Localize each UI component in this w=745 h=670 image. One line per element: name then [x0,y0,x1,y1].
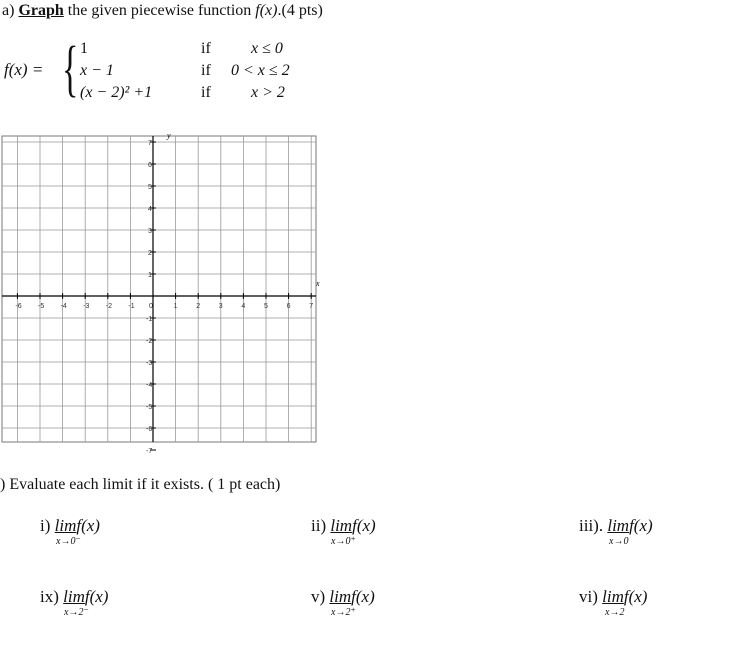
case-2-expr: x − 1 [80,62,114,79]
limit-function: f(x) [623,587,648,606]
limit-item-1 [40,516,100,547]
lim-word: lim [63,587,85,606]
lim-word: lim [602,587,624,606]
x-tick-label: -4 [60,303,67,310]
lim-word: lim [329,587,352,606]
y-tick-label: -2 [146,338,153,345]
case-3-if: if [201,84,211,101]
part-a-heading [2,2,323,20]
x-tick-label: -1 [128,303,135,310]
part-b-heading: ) Evaluate each limit if it exists. ( 1 pt each) [0,476,281,493]
limit-item-5 [311,587,375,618]
x-axis-label: x [316,279,320,288]
x-tick-label: -6 [15,303,22,310]
function-lhs: f(x) = [4,60,44,79]
limit-subscript: x→0 [609,536,629,547]
part-a-rest: the given piecewise function [67,2,252,19]
y-tick-label: 1 [148,272,152,279]
y-tick-label: 6 [148,162,152,169]
y-tick-label: 5 [148,184,152,191]
limit-label: v) [311,587,326,606]
limit-subscript: x→0⁻ [56,536,81,547]
x-tick-label: 2 [196,303,201,310]
limit-function: f(x) [351,587,375,606]
y-tick-label: 3 [148,228,152,235]
limit-subscript: x→0⁺ [331,536,356,547]
limit-subscript: x→2⁻ [64,607,89,618]
limit-function: f(x) [352,516,376,535]
y-tick-label: 2 [148,250,152,257]
coordinate-grid[interactable] [0,126,320,455]
case-1-expr: 1 [80,40,88,57]
case-2-if: if [201,62,211,79]
x-tick-label: 3 [218,303,223,310]
part-a-pts: .(4 pts) [277,2,323,19]
limit-label: ii) [311,516,327,535]
y-tick-label: -5 [146,404,153,411]
part-a-bold-word: Graph [18,2,64,19]
part-a-prefix: a) [2,2,15,19]
y-tick-label: -1 [146,316,153,323]
limit-function: f(x) [629,516,653,535]
x-tick-label: 1 [173,303,178,310]
limit-label: i) [40,516,51,535]
x-tick-label: -3 [83,303,90,310]
grid-border [2,136,316,442]
limit-function: f(x) [84,587,109,606]
case-2-cond: 0 < x ≤ 2 [231,62,290,79]
case-1-cond: x ≤ 0 [251,40,283,57]
x-tick-label: 4 [241,303,246,310]
limit-subscript: x→2⁺ [331,607,356,618]
y-axis-label: y [167,131,171,140]
grid-svg[interactable] [0,126,320,455]
x-tick-label: -2 [105,303,113,310]
case-1-if: if [201,40,211,57]
y-tick-label: -3 [146,360,153,367]
limit-subscript: x→2 [605,607,625,618]
y-tick-label: 7 [148,140,152,147]
x-tick-label: 5 [264,303,268,310]
limit-item-6 [579,587,648,618]
limit-function: f(x) [76,516,100,535]
y-tick-label: -4 [146,382,153,389]
limit-item-2 [311,516,376,547]
y-tick-label: -7 [146,448,153,455]
x-tick-label: 7 [309,303,314,310]
y-tick-label: 4 [148,206,152,213]
case-3-cond: x > 2 [251,84,285,101]
lim-word: lim [607,516,630,535]
limit-label: ix) [40,587,59,606]
limit-label: iii). [579,516,604,535]
case-3-expr: (x − 2)² +1 [80,84,153,101]
limit-item-3 [579,516,653,547]
lim-word: lim [54,516,77,535]
x-tick-label: 6 [286,303,291,310]
part-a-fx: f(x) [255,2,278,19]
left-brace-icon: { [62,35,79,103]
limit-item-4 [40,587,109,618]
x-tick-label: -5 [38,303,45,310]
y-tick-label: -6 [146,426,153,433]
lim-word: lim [330,516,353,535]
x-tick-label: 0 [149,303,153,310]
limit-label: vi) [579,587,598,606]
